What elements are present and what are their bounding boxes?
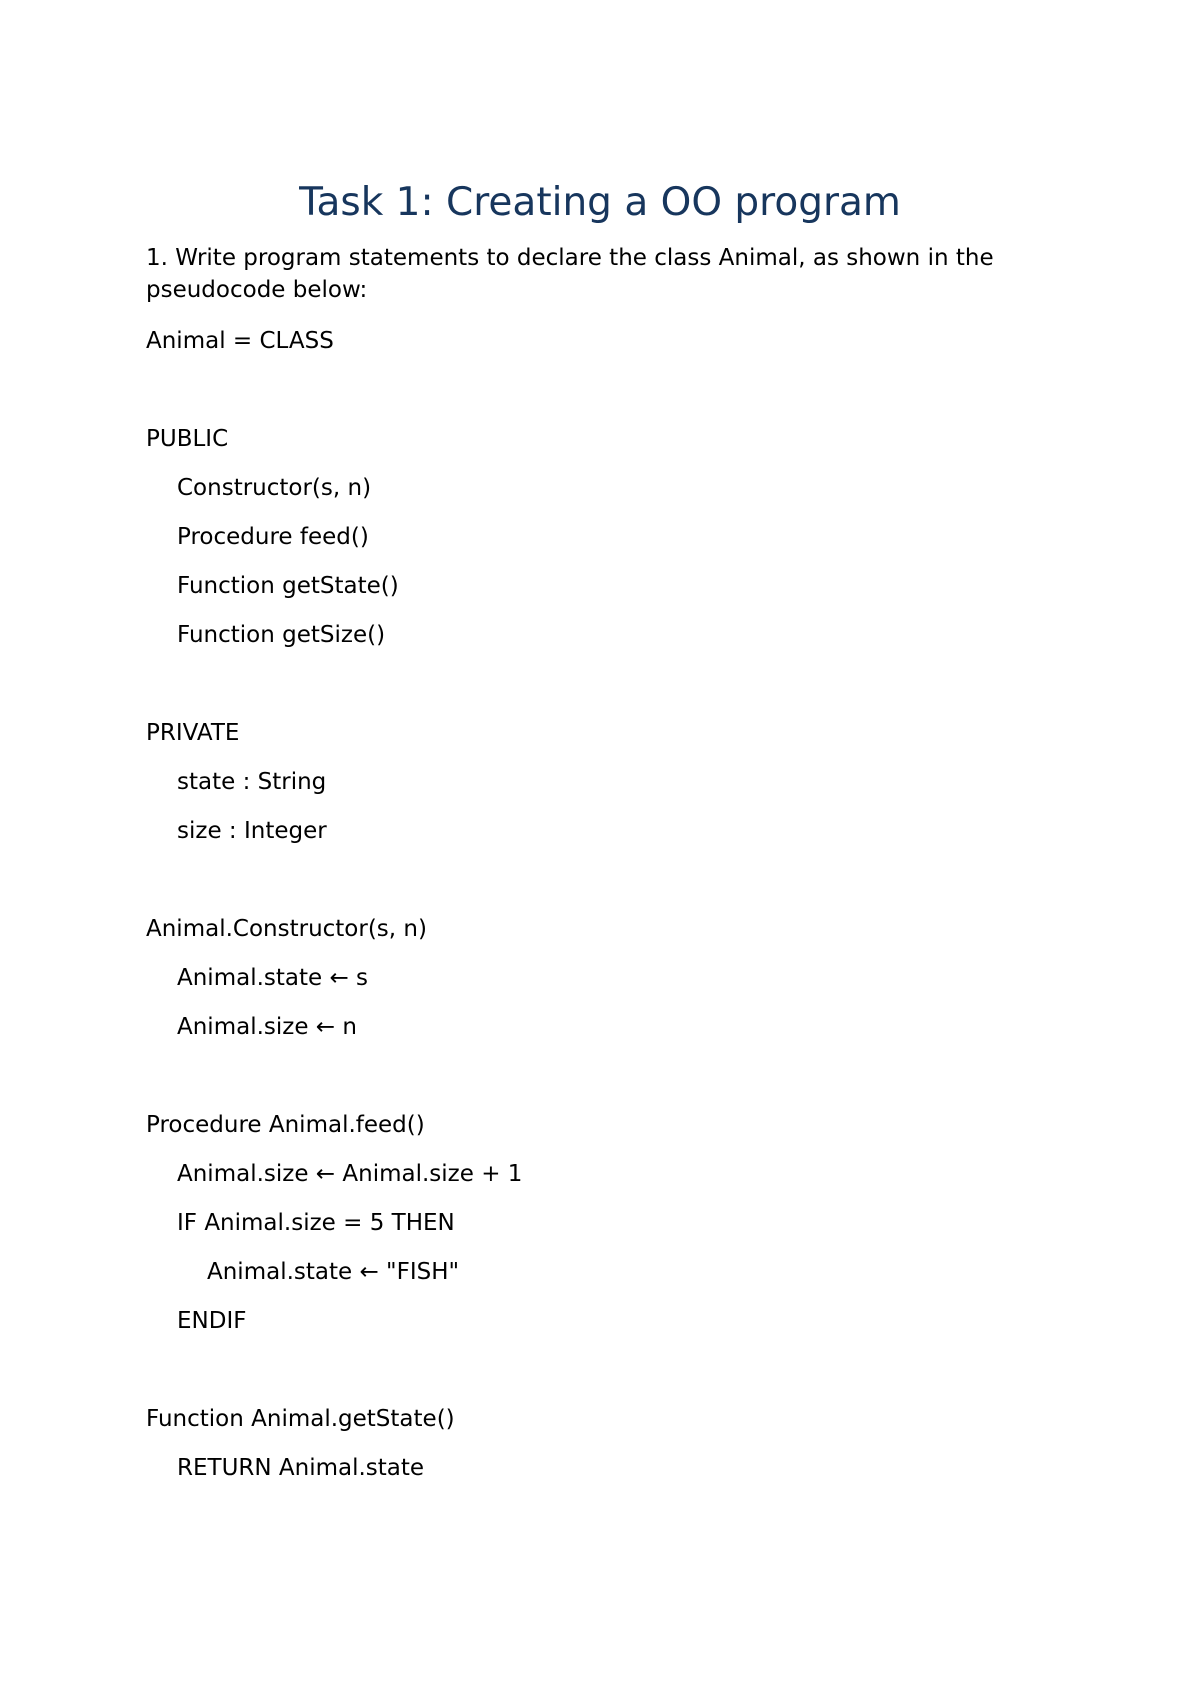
code-line: Procedure feed() [177,524,369,550]
code-line: Animal.size ← Animal.size + 1 [177,1161,523,1187]
code-line: Function getState() [177,573,399,599]
code-line: Animal.state ← s [177,965,369,991]
code-line: Procedure Animal.feed() [146,1112,425,1138]
code-line: RETURN Animal.state [177,1455,425,1481]
code-line: Animal = CLASS [146,328,334,354]
document-title: Task 1: Creating a OO program [299,180,901,225]
code-line: Function Animal.getState() [146,1406,455,1432]
code-line: IF Animal.size = 5 THEN [177,1210,455,1236]
code-line: size : Integer [177,818,327,844]
code-line: Animal.state ← "FISH" [207,1259,460,1285]
code-line: Constructor(s, n) [177,475,372,501]
code-line: Animal.size ← n [177,1014,357,1040]
question-text: 1. Write program statements to declare the class Animal, as shown in the pseudocode below: [146,245,994,303]
code-line: PRIVATE [146,720,240,746]
code-line: state : String [177,769,327,795]
code-line: PUBLIC [146,426,229,452]
code-line: ENDIF [177,1308,247,1334]
code-line: Function getSize() [177,622,386,648]
code-line: Animal.Constructor(s, n) [146,916,427,942]
